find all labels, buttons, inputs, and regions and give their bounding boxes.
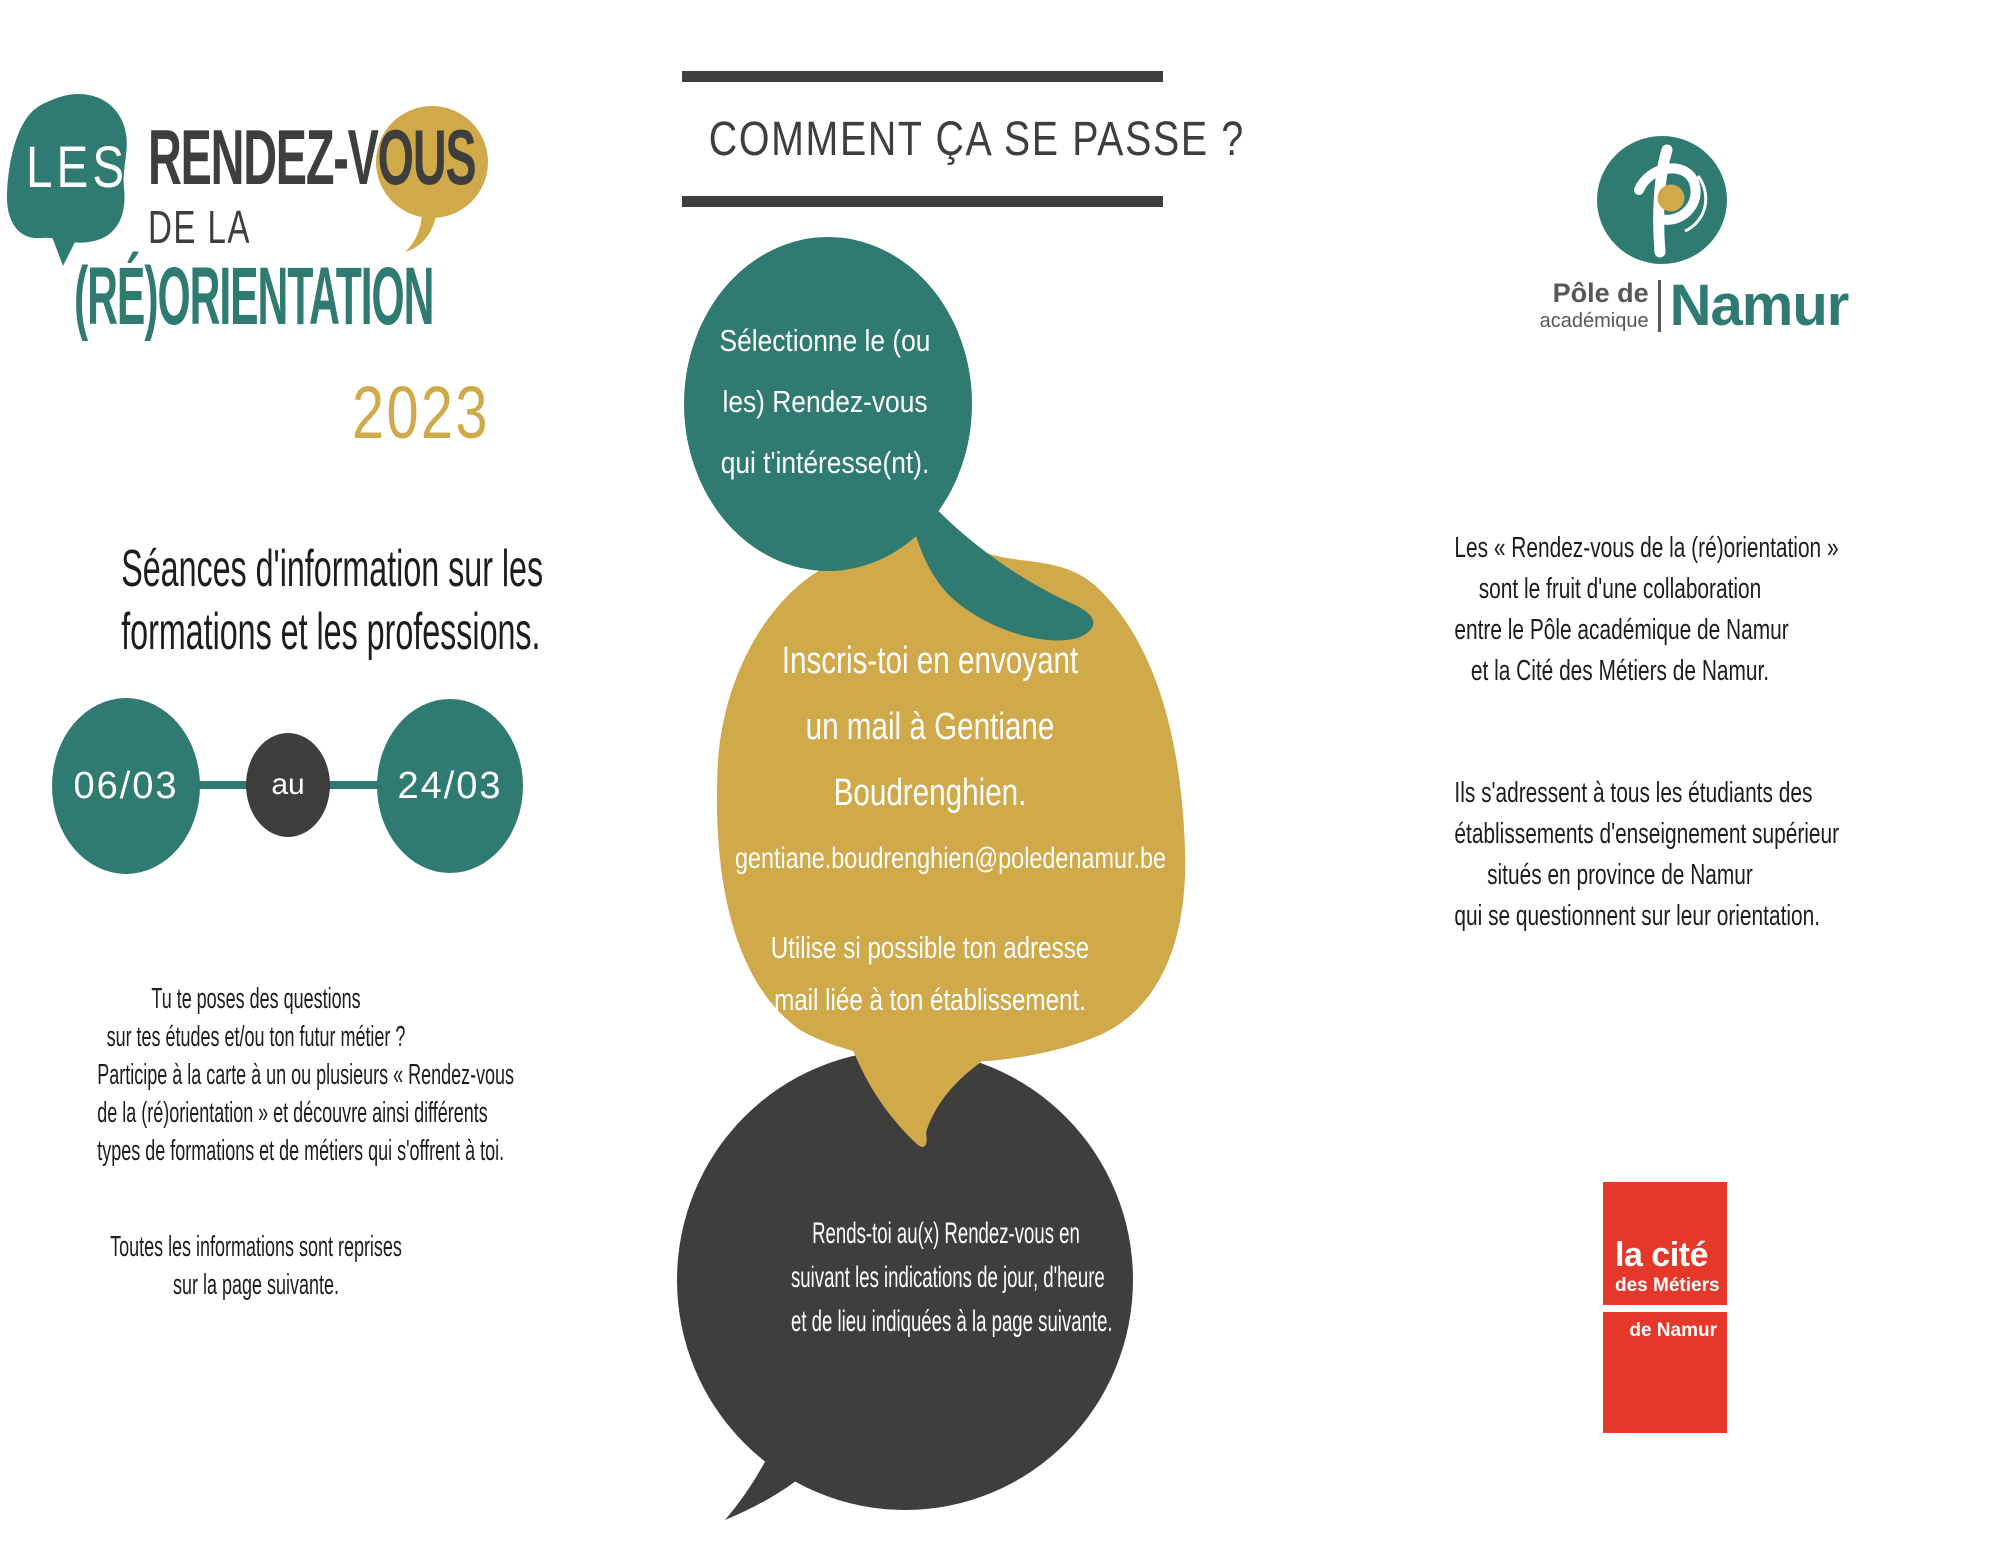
right-paragraph-collaboration <box>1454 528 1839 692</box>
step2-note-line: Utilise si possible ton adresse <box>770 930 1090 965</box>
cite-logo-de-namur: de Namur <box>1629 1320 1717 1341</box>
note-line: Toutes les informations sont reprises <box>110 1231 402 1263</box>
step2-text <box>735 628 1167 1026</box>
step3-line: et de lieu indiquées à la page suivante. <box>791 1305 1113 1338</box>
step1-line: qui t'intéresse(nt). <box>720 445 930 480</box>
step2-line: Inscris-toi en envoyant <box>781 640 1079 682</box>
subtitle-line: formations et les professions. <box>121 603 541 661</box>
step2-line: un mail à Gentiane <box>805 706 1055 748</box>
step1-line: les) Rendez-vous <box>722 384 928 419</box>
note-line: sur la page suivante. <box>173 1269 339 1301</box>
step2-note-line: mail liée à ton établissement. <box>774 982 1086 1017</box>
pole-logo-left-text <box>1540 278 1649 333</box>
right-para1-line: sont le fruit d'une collaboration <box>1478 573 1762 605</box>
step2-line: Boudrenghien. <box>833 772 1027 814</box>
date-connector-label: au <box>271 768 305 801</box>
pole-logo-divider <box>1658 280 1661 332</box>
intro-line: Participe à la carte à un ou plusieurs « Rendez-vous <box>97 1059 515 1091</box>
pole-logo-line2: académique <box>1539 310 1649 332</box>
right-para1-line: Les « Rendez-vous de la (ré)orientation » <box>1454 532 1839 564</box>
intro-line: Tu te poses des questions <box>151 983 361 1015</box>
intro-line: types de formations et de métiers qui s'offrent à toi. <box>97 1135 505 1167</box>
title-word-les: LES <box>26 135 129 200</box>
intro-line: sur tes études et/ou ton futur métier ? <box>106 1021 406 1053</box>
left-note-paragraph <box>97 1228 414 1304</box>
date-connector-circle <box>246 733 330 837</box>
pole-logo-wordmark <box>1524 272 1864 339</box>
step2-note <box>735 922 1125 1026</box>
title-rendez-vous: RENDEZ-VOUS <box>148 113 476 201</box>
vous-bubble-tail <box>405 214 436 252</box>
right-para1-line: et la Cité des Métiers de Namur. <box>1470 655 1770 687</box>
step1-text <box>689 310 961 493</box>
right-para1-line: entre le Pôle académique de Namur <box>1454 614 1789 646</box>
right-para2-line: situés en province de Namur <box>1487 859 1753 891</box>
pole-logo-line1: Pôle de <box>1552 278 1649 308</box>
intro-line: de la (ré)orientation » et découvre ainsi différents <box>97 1097 488 1129</box>
step1-line: Sélectionne le (ou <box>719 323 931 358</box>
title-reorientation: (RÉ)ORIENTATION <box>74 251 434 342</box>
pole-logo-circle <box>1597 136 1727 264</box>
right-para2-line: qui se questionnent sur leur orientation. <box>1454 900 1821 932</box>
date-start-label: 06/03 <box>73 764 179 807</box>
pole-logo-dot <box>1658 185 1685 212</box>
right-para2-line: Ils s'adressent à tous les étudiants des <box>1454 777 1813 809</box>
date-end-circle <box>377 699 523 873</box>
date-start-circle <box>52 698 200 874</box>
cite-logo-bottom-box <box>1603 1312 1727 1433</box>
step3-text <box>791 1212 1113 1344</box>
subtitle-line: Séances d'information sur les <box>121 540 544 598</box>
cite-logo-des-metiers: des Métiers <box>1615 1275 1720 1296</box>
step3-line: suivant les indications de jour, d'heure <box>791 1261 1105 1294</box>
right-paragraph-audience <box>1454 773 1840 937</box>
heading-rule-top <box>682 71 1163 82</box>
pole-logo-namur: Namur <box>1669 273 1849 338</box>
right-para2-line: établissements d'enseignement supérieur <box>1454 818 1840 850</box>
step3-line: Rends-toi au(x) Rendez-vous en <box>812 1217 1080 1250</box>
title-de-la: DE LA <box>148 201 251 253</box>
cite-logo-top-box <box>1603 1182 1727 1305</box>
left-subtitle <box>121 538 544 664</box>
left-intro-paragraph <box>97 980 515 1170</box>
middle-heading: COMMENT ÇA SE PASSE ? <box>708 113 1245 166</box>
step2-main-lines <box>735 628 1125 826</box>
cite-logo-la-cite: la cité <box>1615 1236 1708 1274</box>
pole-logo-icon <box>1597 136 1727 264</box>
cite-des-metiers-logo <box>1603 1182 1727 1433</box>
title-year: 2023 <box>352 371 490 454</box>
step2-email: gentiane.boudrenghien@poledenamur.be <box>735 842 1167 875</box>
date-end-label: 24/03 <box>397 764 503 807</box>
